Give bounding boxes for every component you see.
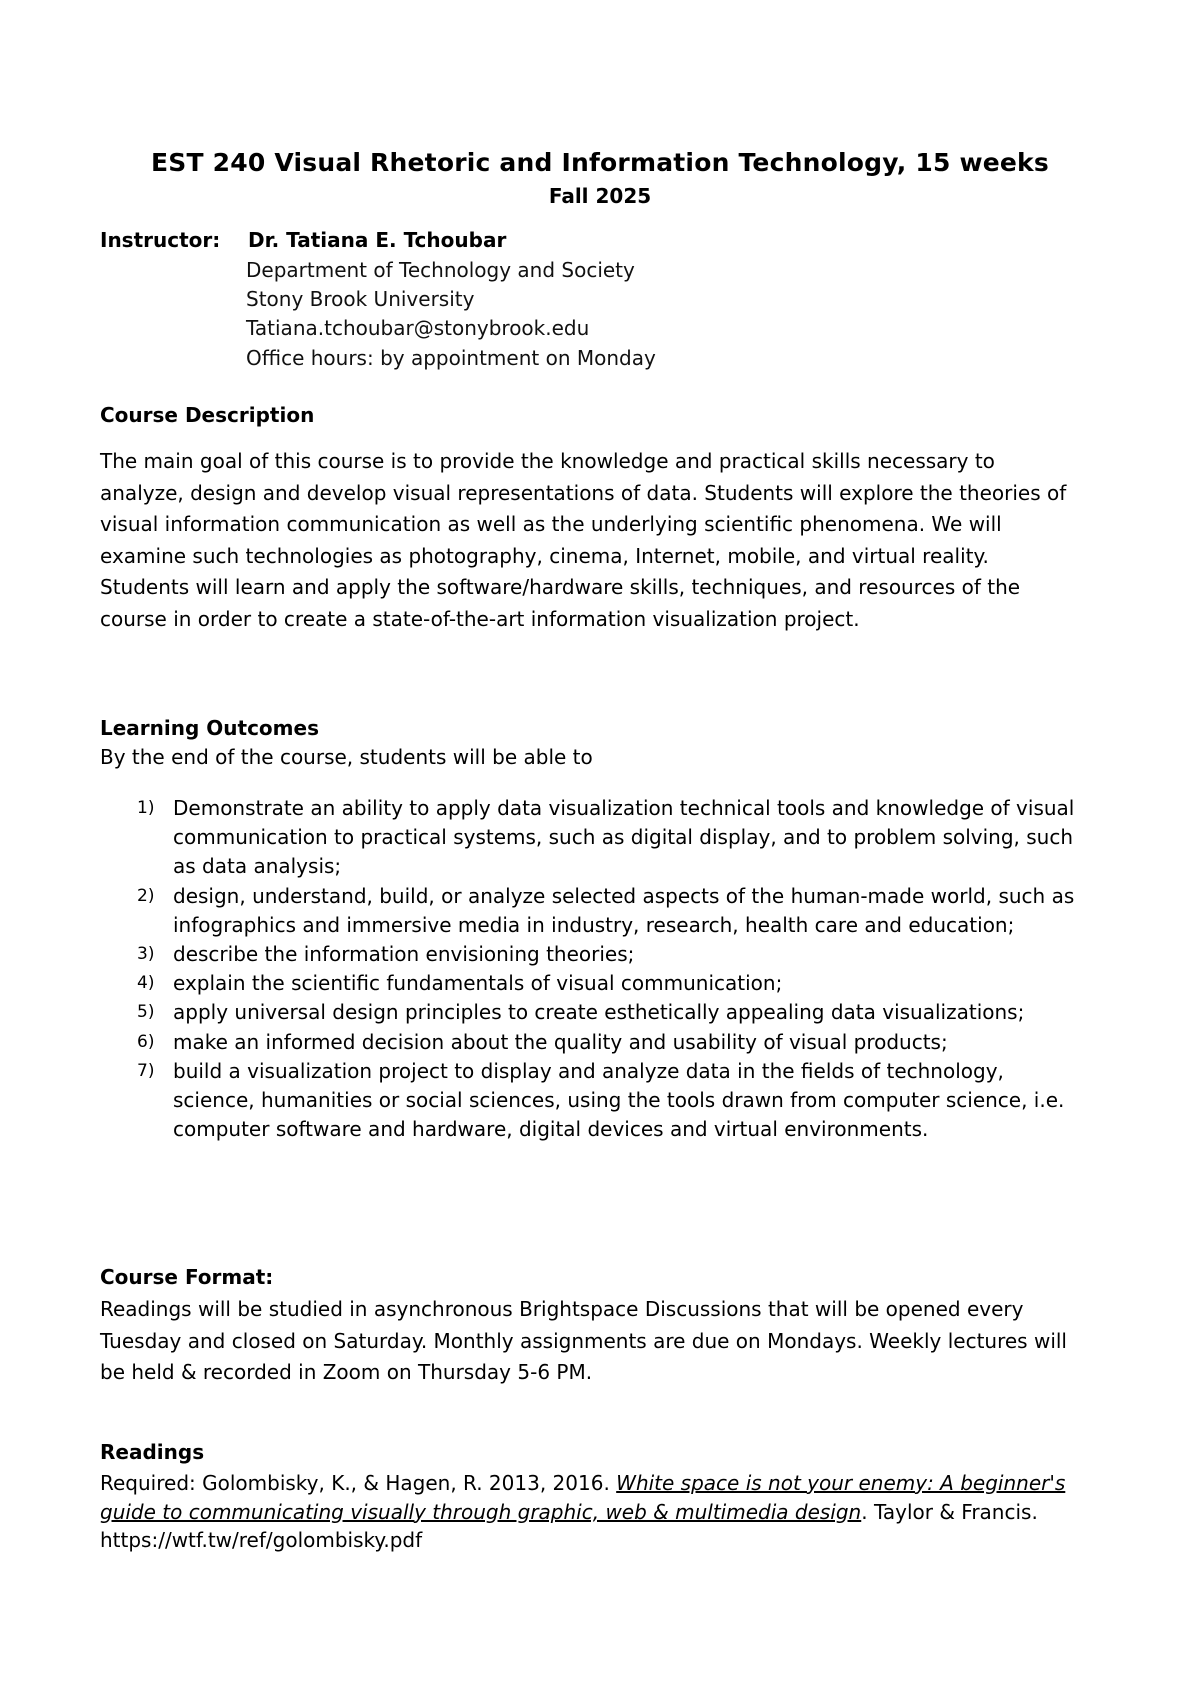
list-item-text: Demonstrate an ability to apply data visualization technical tools and knowledge of visual communication to practical systems, such as digital display, and to problem solving, such as data analysis; <box>173 796 1075 879</box>
instructor-name: Dr. Tatiana E. Tchoubar <box>248 228 507 252</box>
list-item-text: explain the scientific fundamentals of visual communication; <box>173 971 783 996</box>
list-item <box>100 882 1080 940</box>
office-hours-value: by appointment on Monday <box>380 346 656 370</box>
readings-prefix: Required: Golombisky, K., & Hagen, R. 2013, 2016. <box>100 1471 610 1495</box>
instructor-label: Instructor: <box>100 228 221 252</box>
course-format-body: Readings will be studied in asynchronous Brightspace Discussions that will be opened every Tuesday and closed on Saturday. Monthly assignments are due on Mondays. Weekly lectures will be held & recorded in Zoom on Thursday 5-6 PM. <box>100 1297 1067 1384</box>
list-item-number: 6) <box>137 1031 155 1052</box>
list-item <box>100 794 1080 882</box>
office-hours <box>246 346 656 370</box>
instructor-university: Stony Brook University <box>246 287 475 311</box>
course-format-heading: Course Format: <box>100 1265 274 1289</box>
readings-required <box>100 1469 1080 1555</box>
instructor-department: Department of Technology and Society <box>246 258 635 282</box>
readings-suffix: . Taylor & Francis. https://wtf.tw/ref/golombisky.pdf <box>100 1499 1038 1552</box>
list-item-number: 7) <box>137 1060 155 1081</box>
list-item-text: design, understand, build, or analyze selected aspects of the human-made world, such as infographics and immersive media in industry, research, health care and education; <box>173 883 1075 937</box>
list-item-number: 4) <box>137 973 155 994</box>
instructor-email: Tatiana.tchoubar@stonybrook.edu <box>246 316 590 340</box>
list-item <box>100 940 1080 969</box>
course-term: Fall 2025 <box>548 184 652 208</box>
course-description-body: The main goal of this course is to provide the knowledge and practical skills necessary to analyze, design and develop visual representations of data. Students will explore the theories of visual information communication as well as the underlying scientific phenomena. We will examine such technologies as photography, cinema, Internet, mobile, and virtual reality. Students will learn and apply the software/hardware skills, techniques, and resources of the course in order to create a state-of-the-art information visualization project. <box>100 449 1067 631</box>
learning-outcomes-intro: By the end of the course, students will be able to <box>100 745 593 769</box>
book-title-link[interactable]: White space is not your enemy: A beginner's guide to communicating visually through graphic, web & multimedia design <box>100 1471 1066 1524</box>
learning-outcomes-heading: Learning Outcomes <box>100 716 319 740</box>
readings-heading: Readings <box>100 1440 205 1464</box>
list-item-text: describe the information envisioning theories; <box>173 942 635 967</box>
list-item-number: 3) <box>137 944 155 965</box>
list-item-text: build a visualization project to display and analyze data in the fields of technology, science, humanities or social sciences, using the tools drawn from computer science, i.e. computer software and hardware, digital devices and virtual environments. <box>173 1058 1065 1142</box>
list-item <box>100 1057 1080 1145</box>
course-description-heading: Course Description <box>100 403 315 427</box>
course-title: EST 240 Visual Rhetoric and Information Technology, 15 weeks <box>151 148 1049 177</box>
list-item-text: apply universal design principles to create esthetically appealing data visualizations; <box>173 1000 1025 1025</box>
list-item-text: make an informed decision about the quality and usability of visual products; <box>173 1029 948 1054</box>
list-item <box>100 1028 1080 1057</box>
list-item-number: 1) <box>137 798 155 818</box>
list-item <box>100 969 1080 998</box>
list-item <box>100 998 1080 1027</box>
list-item-number: 2) <box>137 885 155 906</box>
office-hours-prefix: Office hours: <box>246 346 374 370</box>
learning-outcomes-list <box>100 794 1080 1144</box>
list-item-number: 5) <box>137 1002 155 1023</box>
